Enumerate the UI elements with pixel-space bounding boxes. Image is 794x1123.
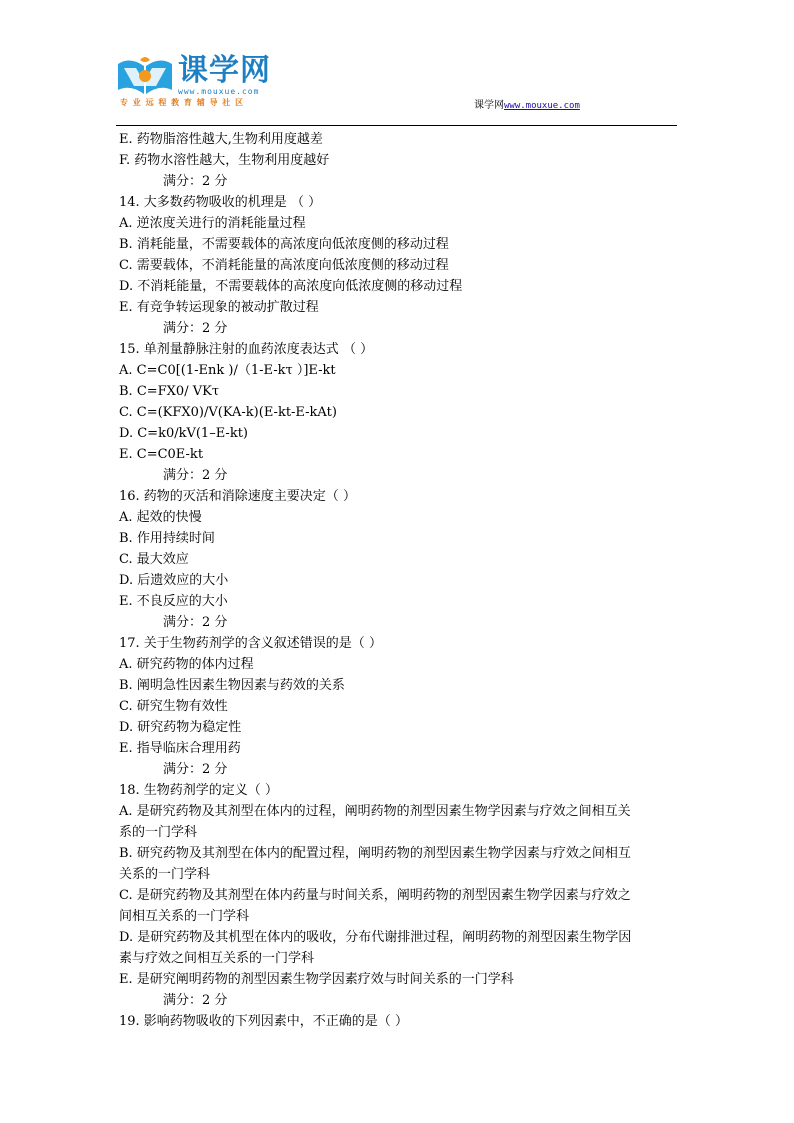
book-logo-icon	[116, 56, 174, 96]
option-line: B. C=FX0/ VKτ	[119, 384, 220, 399]
option-line: 素与疗效之间相互关系的一门学科	[119, 951, 315, 966]
score-line: 满分：2 分	[163, 468, 228, 483]
option-line: E. 指导临床合理用药	[119, 741, 241, 756]
score-line: 满分：2 分	[163, 993, 228, 1008]
question-stem: 14. 大多数药物吸收的机理是 （ ）	[119, 195, 322, 210]
header-site-info	[474, 96, 580, 111]
option-line: B. 消耗能量，不需要载体的高浓度向低浓度侧的移动过程	[119, 237, 449, 252]
option-line: A. 是研究药物及其剂型在体内的过程，阐明药物的剂型因素生物学因素与疗效之间相互关	[119, 804, 631, 819]
option-line: B. 作用持续时间	[119, 531, 215, 546]
option-line: 间相互关系的一门学科	[119, 909, 250, 924]
option-line: A. 起效的快慢	[119, 510, 202, 525]
question-stem: 15. 单剂量静脉注射的血药浓度表达式 （ ）	[119, 342, 374, 357]
score-line: 满分：2 分	[163, 321, 228, 336]
logo-title: 课学网	[178, 53, 271, 88]
option-line: C. C=(KFX0)/V(KA-k)(E-kt-E-kAt)	[119, 405, 337, 420]
question-stem: 18. 生物药剂学的定义（ ）	[119, 783, 278, 798]
site-link[interactable]: www.mouxue.com	[504, 101, 580, 111]
option-line: E. 不良反应的大小	[119, 594, 228, 609]
logo-url: www.mouxue.com	[178, 87, 260, 96]
option-line: E. 药物脂溶性越大,生物利用度越差	[119, 132, 323, 147]
option-line: E. 有竞争转运现象的被动扩散过程	[119, 300, 319, 315]
option-line: C. 需要载体，不消耗能量的高浓度向低浓度侧的移动过程	[119, 258, 449, 273]
option-line: A. 逆浓度关进行的消耗能量过程	[119, 216, 306, 231]
option-line: F. 药物水溶性越大，生物利用度越好	[119, 153, 330, 168]
logo-slogan: 专 业 远 程 教 育 辅 导 社 区	[120, 98, 245, 107]
score-line: 满分：2 分	[163, 762, 228, 777]
option-line: A. C=C0[(1-Enk )/（1-E-kτ ）]E-kt	[119, 363, 336, 378]
question-stem: 17. 关于生物药剂学的含义叙述错误的是（ ）	[119, 636, 382, 651]
option-line: D. 不消耗能量，不需要载体的高浓度向低浓度侧的移动过程	[119, 279, 463, 294]
question-stem: 19. 影响药物吸收的下列因素中，不正确的是（ ）	[119, 1014, 408, 1029]
option-line: D. C=k0/kV(1–E-kt)	[119, 426, 248, 441]
option-line: E. C=C0E-kt	[119, 447, 204, 462]
option-line: C. 是研究药物及其剂型在体内药量与时间关系，阐明药物的剂型因素生物学因素与疗效之	[119, 888, 631, 903]
site-logo[interactable]	[116, 54, 286, 110]
option-line: 系的一门学科	[119, 825, 198, 840]
option-line: C. 研究生物有效性	[119, 699, 228, 714]
option-line: C. 最大效应	[119, 552, 189, 567]
option-line: D. 是研究药物及其机型在体内的吸收，分布代谢排泄过程，阐明药物的剂型因素生物学因	[119, 930, 632, 945]
score-line: 满分：2 分	[163, 174, 228, 189]
header-divider	[116, 125, 677, 126]
question-stem: 16. 药物的灭活和消除速度主要决定（ ）	[119, 489, 356, 504]
option-line: B. 阐明急性因素生物因素与药效的关系	[119, 678, 345, 693]
score-line: 满分：2 分	[163, 615, 228, 630]
option-line: B. 研究药物及其剂型在体内的配置过程，阐明药物的剂型因素生物学因素与疗效之间相互	[119, 846, 631, 861]
page-header	[0, 0, 794, 130]
option-line: D. 研究药物为稳定性	[119, 720, 242, 735]
option-line: A. 研究药物的体内过程	[119, 657, 254, 672]
option-line: D. 后遗效应的大小	[119, 573, 229, 588]
option-line: 关系的一门学科	[119, 867, 211, 882]
document-body	[119, 129, 679, 1032]
option-line: E. 是研究阐明药物的剂型因素生物学因素疗效与时间关系的一门学科	[119, 972, 514, 987]
site-label: 课学网	[474, 100, 504, 111]
